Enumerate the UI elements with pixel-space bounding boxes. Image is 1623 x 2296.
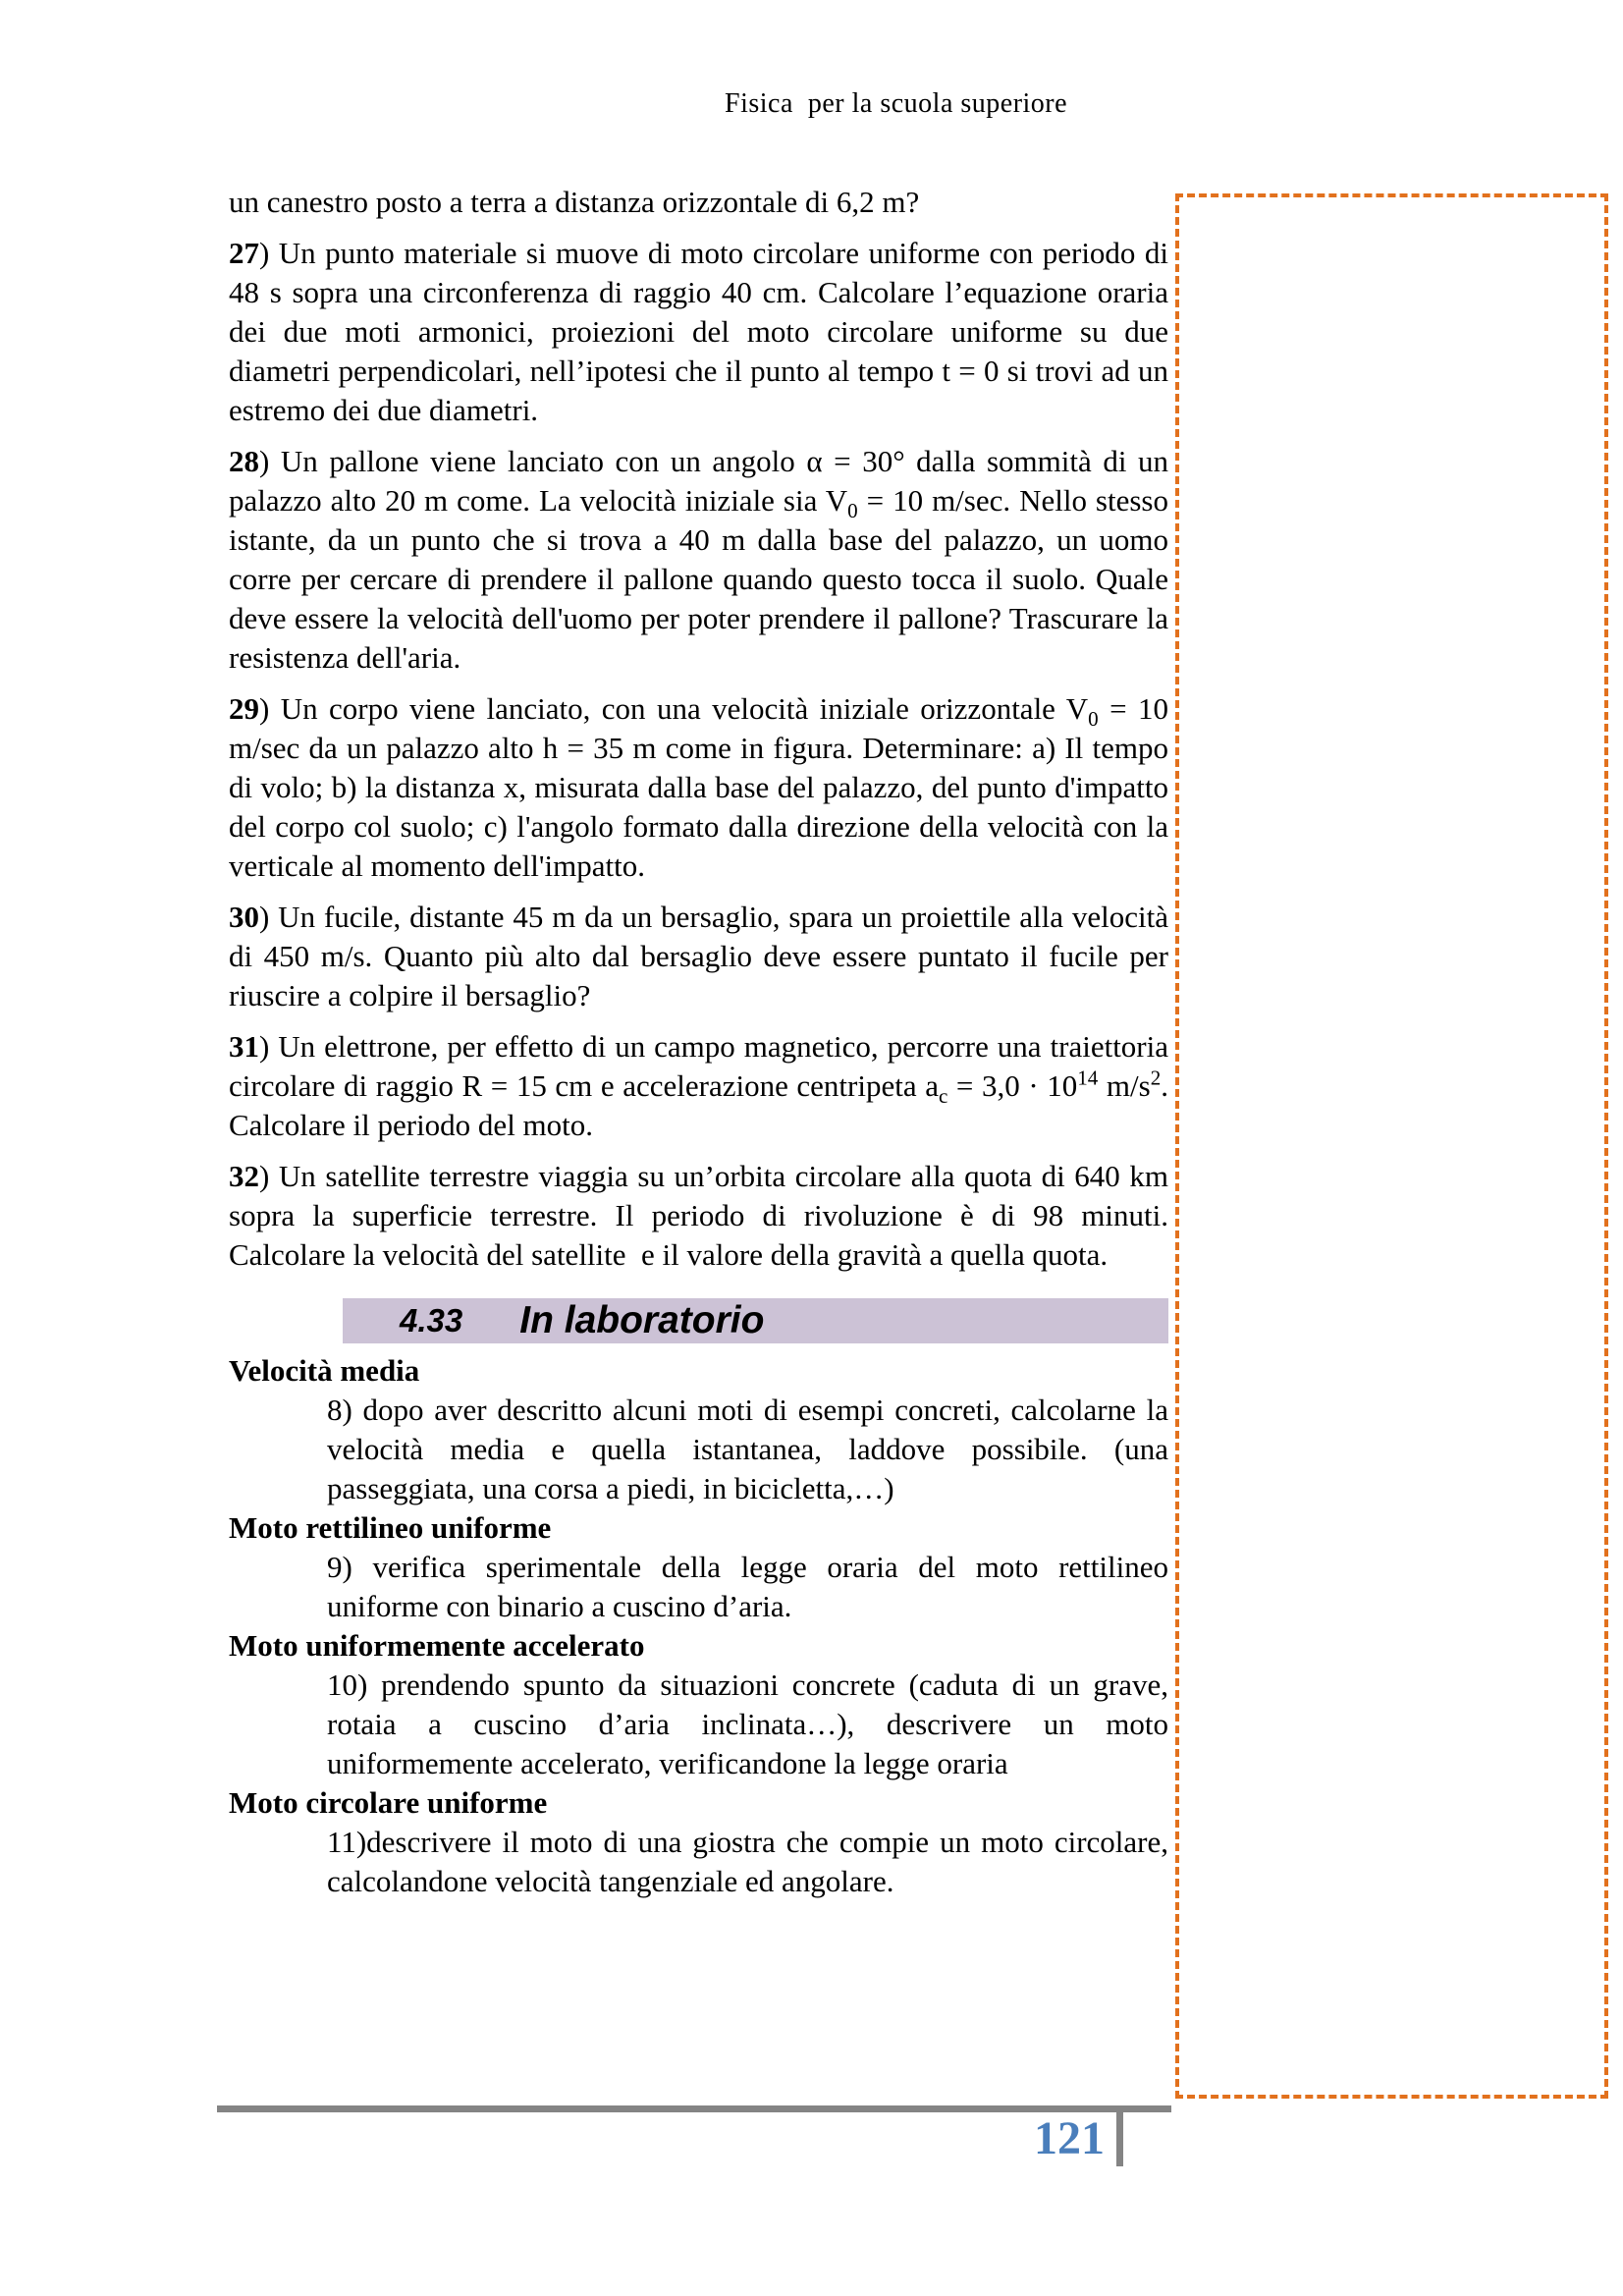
problem-29-text: ) Un corpo viene lanciato, con una velocità iniziale orizzontale $V_0 = 10$ m/sec da un palazzo alto h = 35 m come in figura. Determinare: a) Il tempo di volo; b) la distanza x, misurata dalla base del palazzo, del punto d'impatto del corpo col suolo; c) l'angolo formato dalla direzione della velocità con la verticale al momento dell'impatto. xyxy=(229,691,1168,883)
problem-28-text: ) Un pallone viene lanciato con un angolo α = 30° dalla sommità di un palazzo alto 20 m come. La velocità iniziale sia $V_0 = 10$ m/sec. Nello stesso istante, da un punto che si trova a 40 m dalla base del palazzo, un uomo corre per cercare di prendere il pallone quando questo tocca il suolo. Quale deve essere la velocità dell'uomo per poter prendere il pallone? Trascurare la resistenza dell'aria. xyxy=(229,444,1168,675)
lab-item-8: 8) dopo aver descritto alcuni moti di esempi concreti, calcolarne la velocità media e quella istantanea, laddove possibile. (una passeggiata, una corsa a piedi, in bicicletta,…) xyxy=(327,1393,1168,1505)
problem-29 xyxy=(229,689,1168,886)
footer-vertical-bar xyxy=(1116,2105,1123,2166)
text-column xyxy=(229,183,1168,1901)
problem-30 xyxy=(229,898,1168,1015)
section-number: 4.33 xyxy=(400,1302,463,1339)
problem-31-number: 31 xyxy=(229,1029,259,1064)
page-number: 121 xyxy=(1034,2112,1105,2164)
problem-28-number: 28 xyxy=(229,444,259,478)
section-title: In laboratorio xyxy=(519,1299,765,1341)
problem-29-number: 29 xyxy=(229,691,259,726)
problem-30-text: ) Un fucile, distante 45 m da un bersaglio, spara un proiettile alla velocità di 450 m/s. Quanto più alto dal bersaglio deve essere puntato il fucile per riuscire a colpire il bersaglio? xyxy=(229,900,1168,1012)
lab-heading-moto-circolare: Moto circolare uniforme xyxy=(229,1785,548,1820)
problem-28 xyxy=(229,442,1168,678)
section-heading-bar xyxy=(343,1298,1168,1343)
problem-30-number: 30 xyxy=(229,900,259,934)
lab-heading-velocita-media: Velocità media xyxy=(229,1353,420,1388)
annotation-dashed-box xyxy=(1175,193,1608,2099)
problem-27-text: ) Un punto materiale si muove di moto circolare uniforme con periodo di 48 s sopra una circonferenza di raggio 40 cm. Calcolare l’equazione oraria dei due moti armonici, proiezioni del moto circolare uniforme su due diametri perpendicolari, nell’ipotesi che il punto al tempo t = 0 si trovi ad un estremo dei due diametri. xyxy=(229,236,1168,427)
lab-item-9: 9) verifica sperimentale della legge oraria del moto rettilineo uniforme con binario a cuscino d’aria. xyxy=(327,1550,1168,1623)
lab-item-10: 10) prendendo spunto da situazioni concrete (caduta di un grave, rotaia a cuscino d’aria inclinata…), descrivere un moto uniformemente accelerato, verificandone la legge oraria xyxy=(327,1667,1168,1780)
lab-item-11: 11)descrivere il moto di una giostra che compie un moto circolare, calcolandone velocità tangenziale ed angolare. xyxy=(327,1825,1168,1898)
problem-32-number: 32 xyxy=(229,1159,259,1193)
problem-32-text: ) Un satellite terrestre viaggia su un’orbita circolare alla quota di 640 km sopra la superficie terrestre. Il periodo di rivoluzione è di 98 minuti. Calcolare la velocità del satellite e il valore della gravità a quella quota. xyxy=(229,1159,1168,1272)
problem-31-text: ) Un elettrone, per effetto di un campo magnetico, percorre una traiettoria circolare di raggio R = 15 cm e accelerazione centripeta $a_c = 3,0 \cdot 10^{14}$ $m/s^2$. Calcolare il periodo del moto. xyxy=(229,1029,1168,1142)
lab-heading-moto-accelerato: Moto uniformemente accelerato xyxy=(229,1628,645,1663)
problem-27 xyxy=(229,234,1168,430)
running-header: Fisica per la scuola superiore xyxy=(725,88,1068,119)
lab-heading-moto-rettilineo: Moto rettilineo uniforme xyxy=(229,1510,552,1545)
problem-32 xyxy=(229,1157,1168,1275)
problem-27-number: 27 xyxy=(229,236,259,270)
problem-31 xyxy=(229,1027,1168,1145)
paragraph-continuation: un canestro posto a terra a distanza orizzontale di 6,2 m? xyxy=(229,185,920,219)
lab-section xyxy=(229,1351,1168,1901)
